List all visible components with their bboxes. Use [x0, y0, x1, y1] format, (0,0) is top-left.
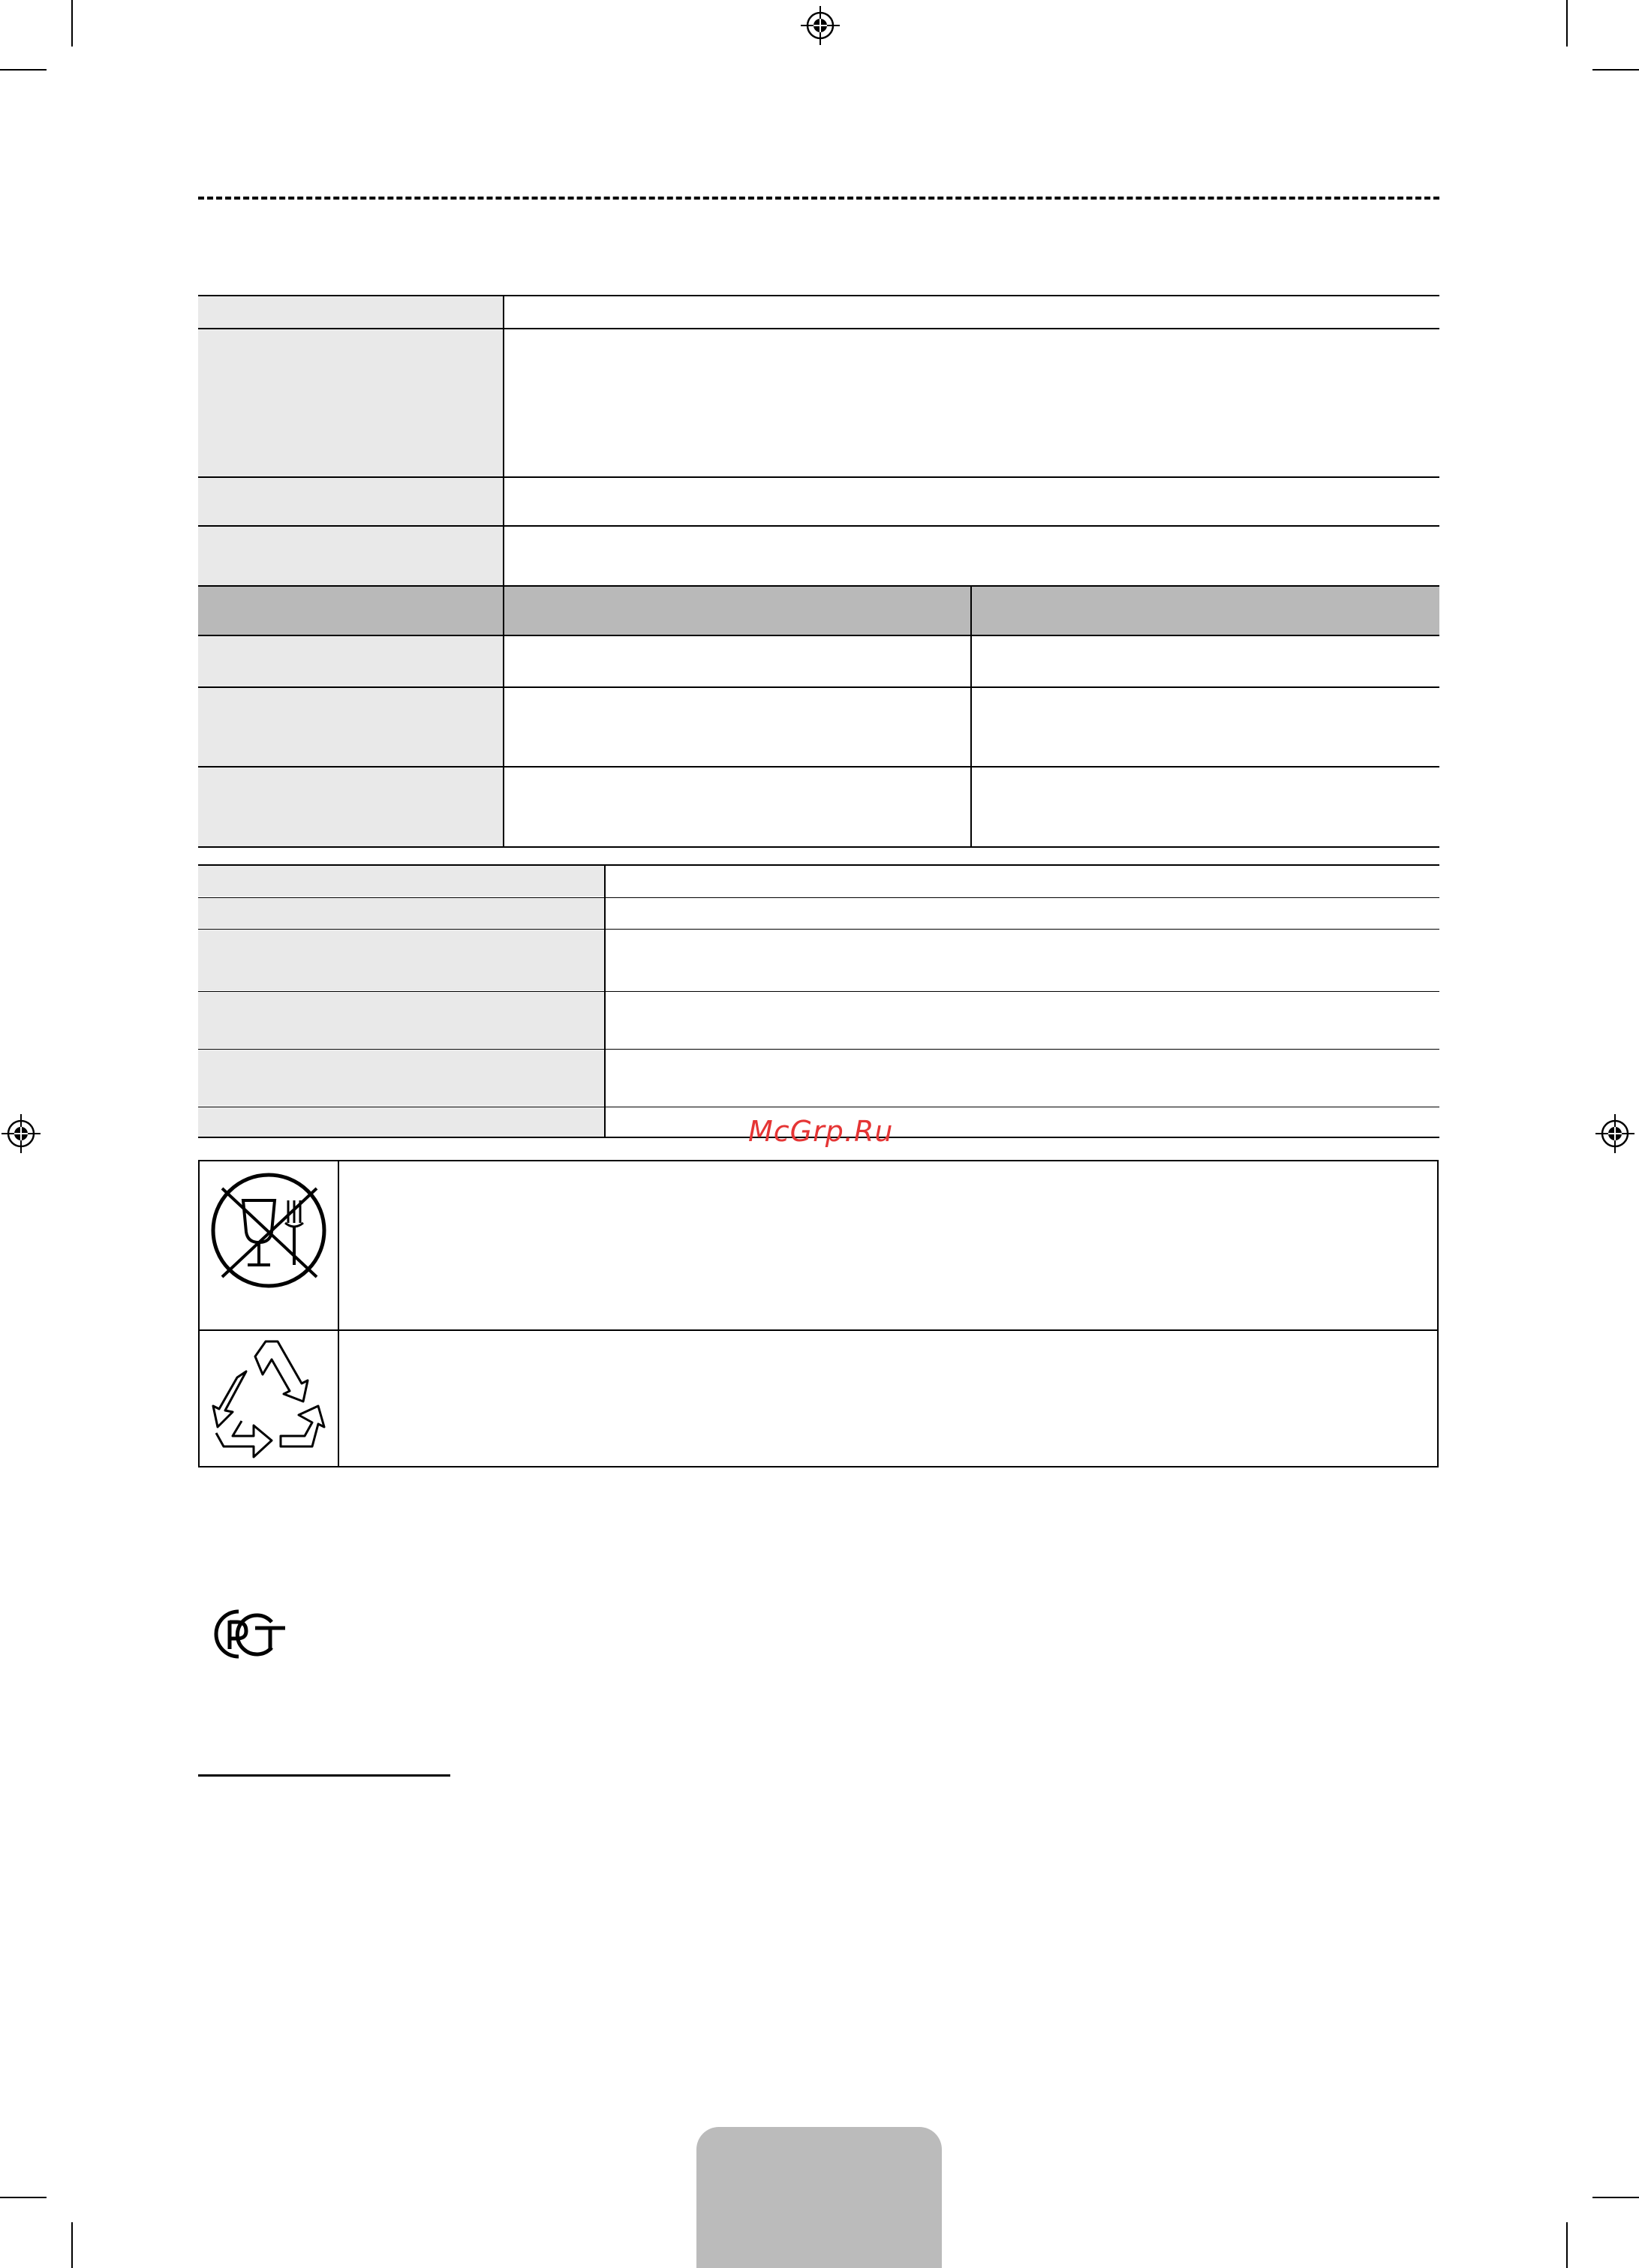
symbol-column-divider: [338, 1160, 339, 1467]
registration-mark-icon: [1595, 1114, 1634, 1153]
spec-label-cell: [198, 768, 503, 846]
spec-label-cell: [198, 688, 503, 766]
table-rule: [198, 991, 1439, 992]
symbol-row-recycling: [198, 1329, 1439, 1467]
table-rule: [198, 635, 1439, 636]
section-divider-dashed: [198, 197, 1439, 200]
table-rule: [198, 897, 1439, 898]
crop-mark-bottom-right-h: [1592, 2197, 1639, 2198]
registration-mark-icon: [2, 1114, 41, 1153]
spec-header-row: [198, 587, 1439, 635]
spec-label-cell: [198, 329, 503, 476]
crop-mark-top-right-h: [1592, 69, 1639, 71]
spec-label-cell: [198, 866, 604, 897]
crop-mark-bottom-right-v: [1566, 2222, 1568, 2268]
spec-label-cell: [198, 527, 503, 585]
page-number-tab: [696, 2127, 942, 2268]
table-rule: [198, 525, 1439, 527]
gost-r-certification-icon: [57, 1455, 288, 1663]
table-rule: [198, 295, 1439, 296]
table-rule: [198, 476, 1439, 478]
table-rule: [198, 328, 1439, 329]
spec-label-cell: [198, 1050, 604, 1106]
registration-mark-icon: [801, 6, 840, 45]
spec-label-cell: [198, 992, 604, 1048]
spec-label-cell: [198, 930, 604, 990]
crop-mark-top-right-v: [1566, 0, 1568, 47]
table-column-divider: [503, 295, 504, 848]
table-rule: [198, 766, 1439, 768]
spec-label-cell: [198, 898, 604, 928]
table-rule: [198, 864, 1439, 866]
table-column-divider: [604, 864, 606, 1138]
table-column-divider: [970, 585, 972, 848]
spec-label-cell: [198, 296, 503, 328]
table-rule: [198, 846, 1439, 848]
registration-mark-icon: [2, 0, 41, 39]
table-rule: [198, 1049, 1439, 1050]
spec-label-cell: [198, 1107, 604, 1137]
table-rule: [198, 686, 1439, 688]
crop-mark-top-left-h: [0, 69, 47, 71]
table-rule: [198, 929, 1439, 930]
table-rule: [198, 585, 1439, 587]
spec-label-cell: [198, 636, 503, 686]
crop-mark-top-left-v: [71, 0, 73, 47]
spec-label-cell: [198, 478, 503, 525]
recycling-icon: [206, 1337, 332, 1460]
gost-r-mark-text: PCT: [57, 1455, 59, 1456]
watermark: McGrp.Ru: [748, 1115, 894, 1148]
symbol-row-food-contact: [198, 1160, 1439, 1331]
crop-mark-bottom-left-v: [71, 2222, 73, 2268]
not-for-food-contact-icon: [206, 1167, 332, 1293]
crop-mark-bottom-left-h: [0, 2197, 47, 2198]
footnote-rule: [198, 1774, 450, 1777]
